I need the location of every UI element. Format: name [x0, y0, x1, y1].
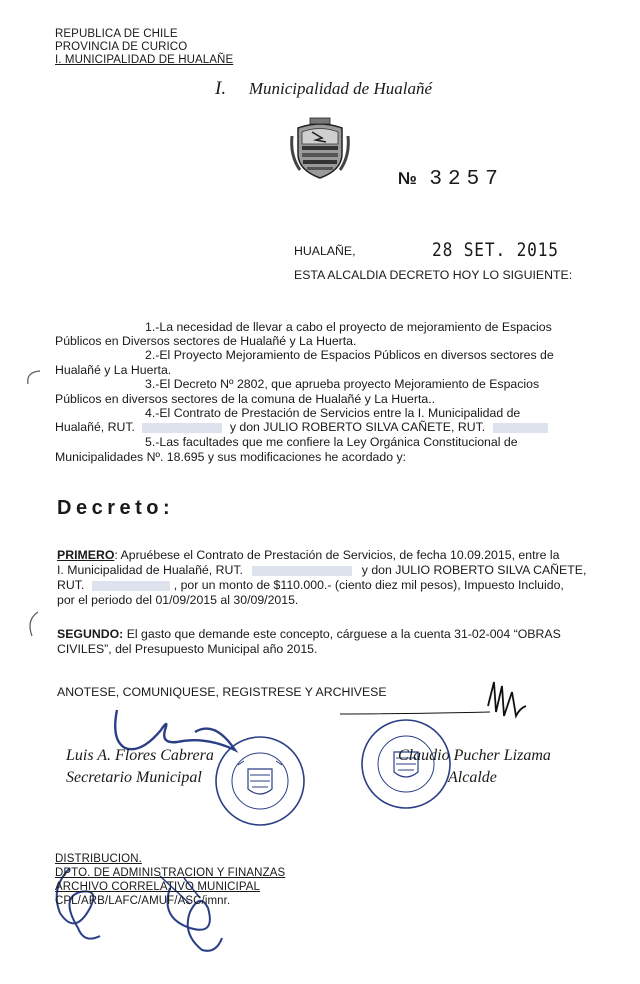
closing-line: ANOTESE, COMUNIQUESE, REGISTRESE Y ARCHIVESE — [57, 685, 387, 699]
secretary-name: Luis A. Flores Cabrera — [66, 747, 214, 764]
secretary-role: Secretario Municipal — [66, 769, 202, 786]
distribution-heading: DISTRIBUCION. — [55, 853, 142, 865]
coat-of-arms-icon — [290, 118, 350, 180]
segundo-line-1 — [57, 627, 561, 642]
primero-text-3a: RUT. — [57, 578, 85, 592]
distribution-line-2: ARCHIVO CORRELATIVO MUNICIPAL — [55, 881, 261, 893]
segundo-label: SEGUNDO: — [57, 627, 124, 641]
title-label: I. — [215, 78, 227, 99]
primero-text-1: : Apruébese el Contrato de Prestación de Servicios, de fecha 10.09.2015, entre la — [114, 548, 560, 562]
consideration-5a: 5.-Las facultades que me confiere la Ley Orgánica Constitucional de — [145, 435, 518, 449]
consideration-4b — [55, 420, 548, 435]
consideration-5b: Municipalidades Nº. 18.695 y sus modificaciones he acordado y: — [55, 450, 407, 464]
consideration-4a: 4.-El Contrato de Prestación de Servicios entre la I. Municipalidad de — [145, 406, 521, 420]
primero-line-3 — [57, 578, 564, 593]
date-stamp: 28 SET. 2015 — [432, 239, 559, 261]
primero-text-2a: I. Municipalidad de Hualañé, RUT. — [57, 563, 243, 577]
header-municipality: I. MUNICIPALIDAD DE HUALAÑE — [55, 54, 234, 66]
header-province: PROVINCIA DE CURICO — [55, 41, 188, 53]
consideration-1a: 1.-La necesidad de llevar a cabo el proyecto de mejoramiento de Espacios — [145, 320, 552, 334]
primero-line-2 — [57, 563, 586, 578]
consideration-4b-pre: Hualañé, RUT. — [55, 420, 135, 434]
distribution-line-1: DPTO. DE ADMINISTRACION Y FINANZAS — [55, 867, 286, 879]
decreto-heading: Decreto: — [57, 497, 175, 519]
title-municipality: Municipalidad de Hualañé — [248, 79, 433, 98]
redacted-rut — [142, 423, 222, 433]
place-label: HUALAÑE, — [294, 244, 356, 258]
distribution-line-3: CPL/ARB/LAFC/AMUF/ASC/imnr. — [55, 895, 231, 907]
primero-label: PRIMERO — [57, 548, 115, 562]
number-symbol: № — [398, 169, 417, 188]
document-title — [215, 78, 432, 100]
decree-number — [398, 168, 504, 191]
punch-mark-icon — [22, 368, 42, 388]
intro-line: ESTA ALCALDIA DECRETO HOY LO SIGUIENTE: — [294, 268, 573, 282]
consideration-1b: Públicos en Diversos sectores de Hualañé y La Huerta. — [55, 334, 357, 348]
primero-line-1 — [57, 548, 559, 563]
segundo-line-2: CIVILES”, del Presupuesto Municipal año 2015. — [57, 642, 318, 656]
header-republic: REPUBLICA DE CHILE — [55, 28, 178, 40]
redacted-rut — [252, 566, 352, 576]
primero-text-2b: y don JULIO ROBERTO SILVA CAÑETE, — [361, 563, 587, 577]
mayor-role: Alcalde — [448, 769, 497, 786]
number-digits: 3257 — [429, 168, 504, 191]
mayor-signature-icon — [340, 676, 550, 746]
consideration-2b: Hualañé y La Huerta. — [55, 363, 172, 377]
consideration-4b-mid: y don JULIO ROBERTO SILVA CAÑETE, RUT. — [229, 420, 486, 434]
primero-text-3b: , por un monto de $110.000.- (ciento diez mil pesos), Impuesto Incluido, — [173, 578, 564, 592]
mayor-name: Claudio Pucher Lizama — [398, 747, 551, 764]
primero-line-4: por el periodo del 01/09/2015 al 30/09/2015. — [57, 593, 299, 607]
redacted-rut — [493, 423, 548, 433]
punch-mark-icon — [22, 610, 42, 638]
consideration-2a: 2.-El Proyecto Mejoramiento de Espacios Públicos en diversos sectores de — [145, 348, 554, 362]
redacted-rut — [92, 581, 170, 591]
consideration-3a: 3.-El Decreto Nº 2802, que aprueba proyecto Mejoramiento de Espacios — [145, 377, 540, 391]
consideration-3b: Públicos en diversos sectores de la comuna de Hualañé y La Huerta.. — [55, 392, 436, 406]
segundo-text-1: El gasto que demande este concepto, cárguese a la cuenta 31-02-004 “OBRAS — [123, 627, 561, 641]
